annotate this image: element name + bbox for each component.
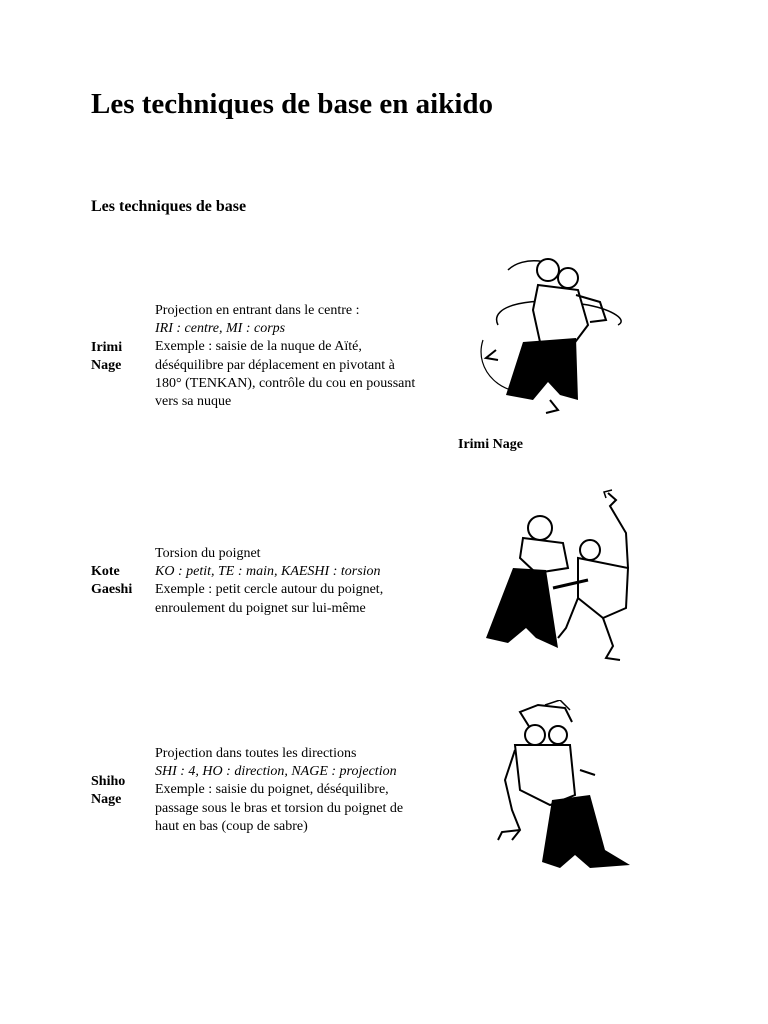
illustration-caption: Irimi Nage (458, 437, 523, 452)
description-line: Exemple : saisie du poignet, déséquilibre, (155, 782, 389, 798)
description-line: enroulement du poignet sur lui-même (155, 600, 366, 616)
section-title: Les techniques de base (91, 198, 247, 215)
technique-name-line1: Irimi (91, 340, 123, 355)
description-line: Exemple : saisie de la nuque de Aïté, (155, 339, 362, 355)
description-etymology: KO : petit, TE : main, KAESHI : torsion (155, 564, 381, 580)
description-etymology: IRI : centre, MI : corps (155, 321, 286, 337)
irimi-nage-illustration (478, 250, 638, 415)
shiho-nage-illustration (490, 700, 640, 872)
technique-name-line2: Gaeshi (91, 582, 133, 597)
technique-name-line2: Nage (91, 792, 122, 807)
technique-name-line1: Shiho (91, 774, 126, 789)
description-line: Torsion du poignet (155, 546, 261, 561)
description-line: Projection dans toutes les directions (155, 746, 357, 761)
technique-name-kote-gaeshi (91, 563, 151, 599)
description-etymology: SHI : 4, HO : direction, NAGE : projection (155, 764, 397, 780)
description-line: Exemple : petit cercle autour du poignet, (155, 582, 384, 598)
description-line: 180° (TENKAN), contrôle du cou en poussant (155, 375, 416, 391)
technique-name-irimi-nage (91, 339, 151, 375)
description-line: haut en bas (coup de sabre) (155, 818, 308, 834)
technique-description-shiho-nage (155, 745, 455, 836)
description-line: Projection en entrant dans le centre : (155, 303, 360, 318)
technique-name-shiho-nage (91, 773, 151, 809)
description-line: déséquilibre par déplacement en pivotant à (155, 357, 395, 373)
kote-gaeshi-illustration (478, 488, 638, 666)
technique-name-line2: Nage (91, 358, 122, 373)
description-line: passage sous le bras et torsion du poignet de (155, 800, 404, 816)
page-title: Les techniques de base en aikido (91, 88, 494, 120)
technique-description-irimi-nage (155, 302, 455, 411)
technique-description-kote-gaeshi (155, 545, 455, 618)
description-line: vers sa nuque (155, 394, 232, 410)
technique-name-line1: Kote (91, 564, 120, 579)
